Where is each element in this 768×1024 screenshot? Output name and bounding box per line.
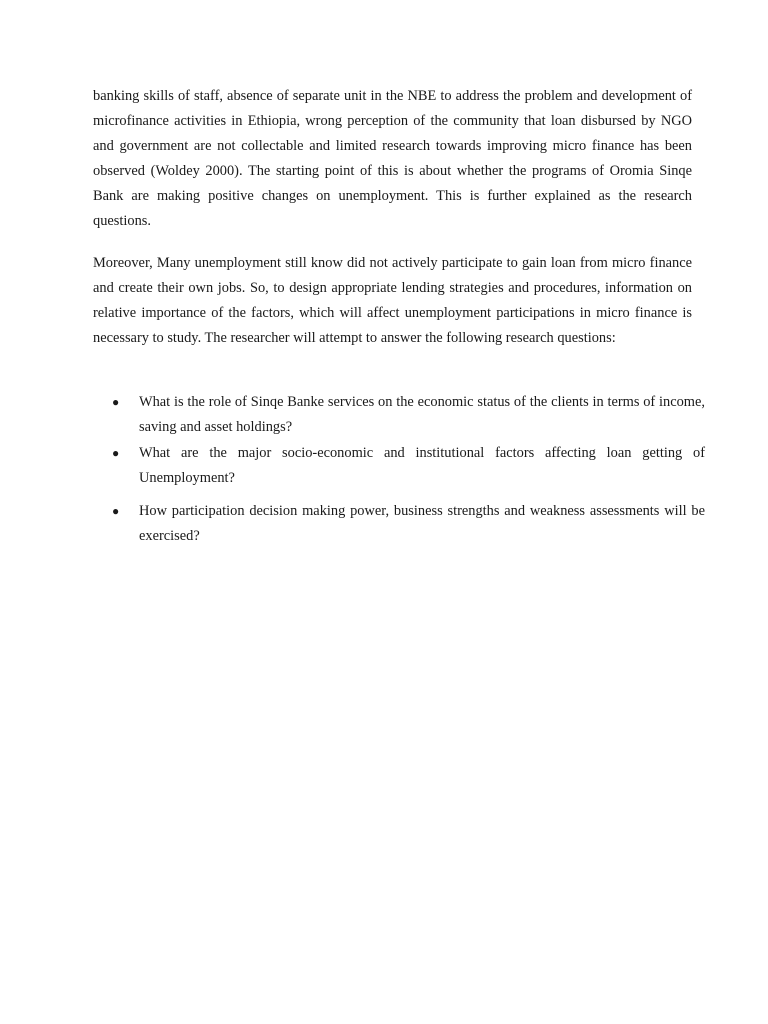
bullet-icon: ● [112, 504, 120, 518]
paragraph-research-intro: Moreover, Many unemployment still know did not actively participate to gain loan from micro finance and create their own jobs. So, to design appropriate lending strategies and procedures, information on relative importance of the factors, which will affect unemployment participations in micro finance is necessary to study. The researcher will attempt to answer the following research questions: [93, 255, 692, 346]
bullet-icon: ● [112, 395, 120, 409]
bullet-icon: ● [112, 446, 120, 460]
question-text: What are the major socio-economic and institutional factors affecting loan getting of Unemployment? [139, 445, 705, 486]
question-text: What is the role of Sinqe Banke services on the economic status of the clients in terms of income, saving and asset holdings? [139, 394, 705, 435]
research-questions-list [93, 390, 705, 549]
question-text: How participation decision making power, business strengths and weakness assessments will be exercised? [139, 503, 705, 544]
list-item [93, 441, 705, 491]
list-item [93, 499, 705, 549]
paragraph-background: banking skills of staff, absence of separate unit in the NBE to address the problem and development of microfinance activities in Ethiopia, wrong perception of the community that loan disbursed by NGO and government are not collectable and limited research towards improving micro finance has been observed (Woldey 2000). The starting point of this is about whether the programs of Oromia Sinqe Bank are making positive changes on unemployment. This is further explained as the research questions. [93, 88, 692, 229]
list-item [93, 390, 705, 440]
